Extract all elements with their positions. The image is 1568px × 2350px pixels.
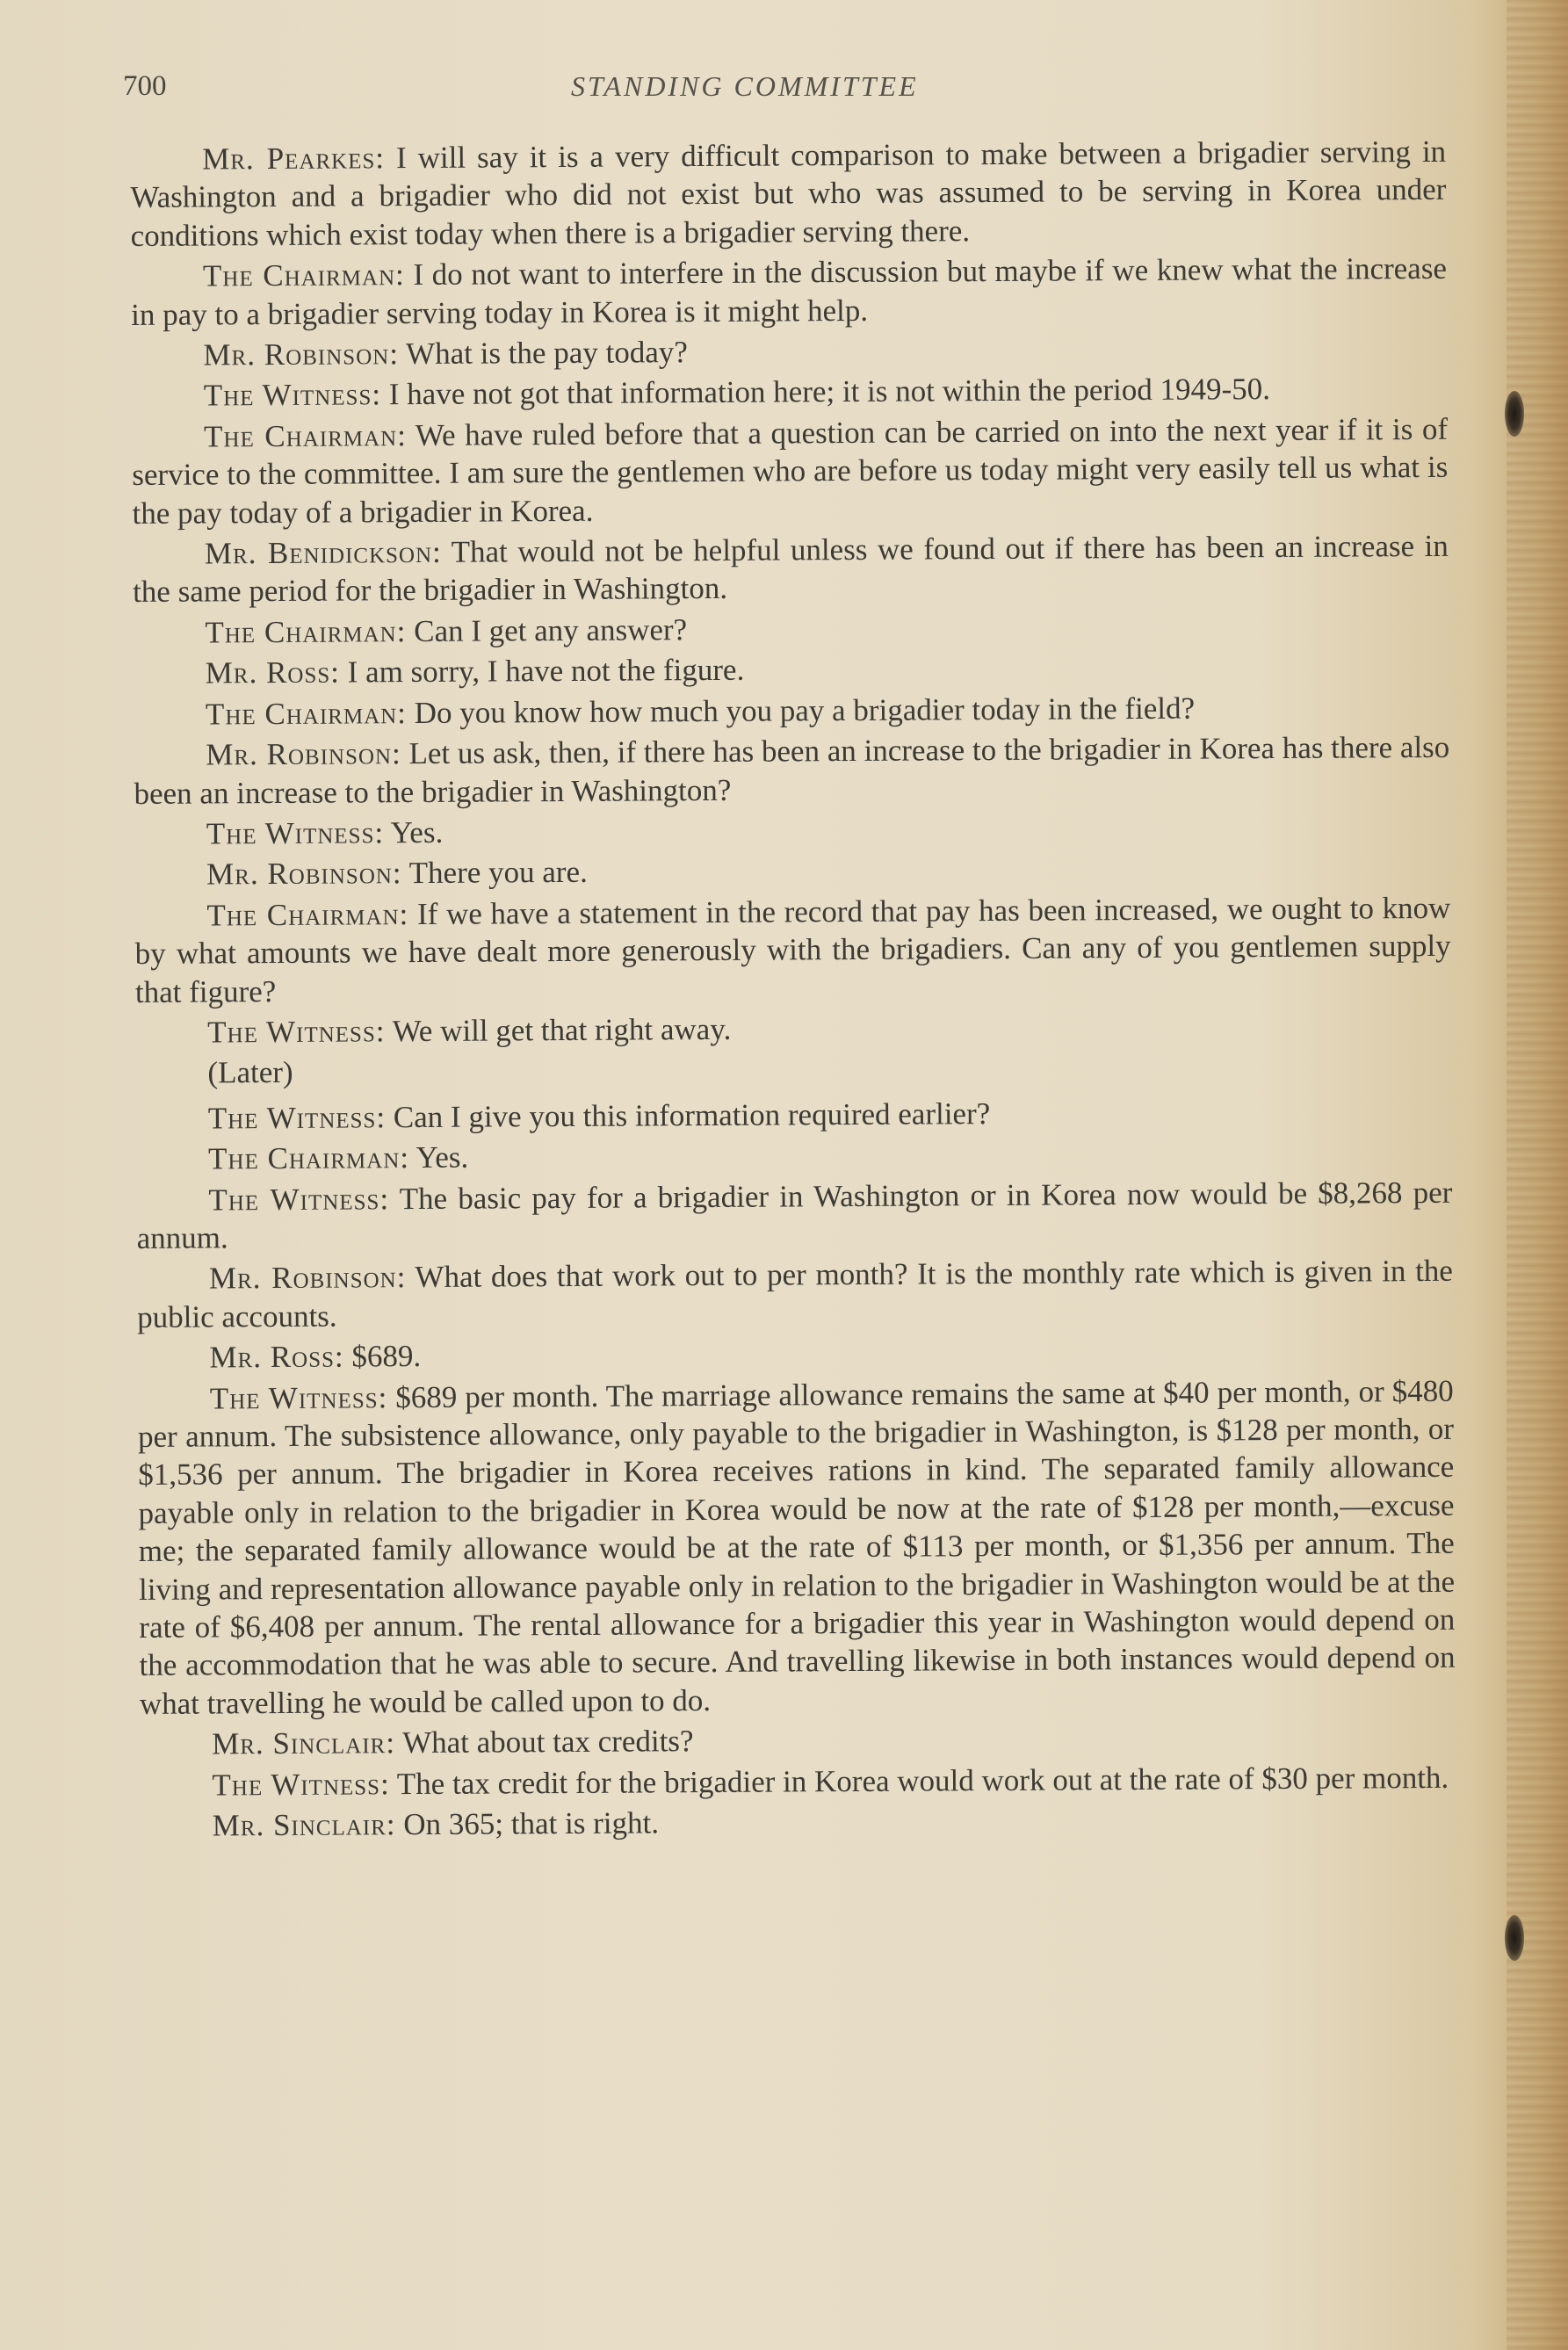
binding-hole [1505, 391, 1524, 437]
transcript-paragraph [137, 1252, 1454, 1336]
transcript-paragraph [140, 1717, 1456, 1764]
speaker-label: The Chairman: [205, 613, 407, 650]
transcript-paragraph [132, 369, 1448, 416]
speaker-label: The Witness: [206, 815, 385, 851]
speech-text: If we have a statement in the record that pay has been increased, we ought to know by what amounts we have dealt more generously with the brigadiers. Can any of you gentlemen supply that figure? [134, 890, 1451, 1009]
speaker-label: Mr. Robinson: [208, 1260, 407, 1296]
transcript-paragraph [136, 1132, 1452, 1179]
speech-text: Do you know how much you pay a brigadier today in the field? [406, 691, 1196, 730]
speaker-label: Mr. Pearkes: [202, 141, 386, 177]
speaker-label: The Chairman: [202, 257, 405, 293]
speech-text: We have ruled before that a question can be carried on into the next year if it is of service to the committee. I am sure the gentlemen who are before us today might very easily tell us what is the pay today of a brigadier in Korea. [132, 411, 1449, 531]
page-header [123, 70, 1441, 114]
speech-text: The basic pay for a brigadier in Washington or in Korea now would be $8,268 per annum. [136, 1175, 1453, 1255]
page-number: 700 [123, 70, 167, 102]
speech-text: What does that work out to per month? It is the monthly rate which is given in the public accounts. [137, 1254, 1454, 1334]
speaker-label: The Chairman: [205, 695, 408, 732]
speech-text: I am sorry, I have not the figure. [339, 653, 745, 690]
speaker-label: Mr. Sinclair: [212, 1725, 396, 1761]
transcript-paragraph [134, 848, 1450, 894]
speaker-label: The Witness: [207, 1014, 386, 1050]
speaker-label: The Witness: [207, 1099, 387, 1136]
transcript-paragraph [136, 1173, 1453, 1257]
transcript-paragraph [131, 249, 1448, 334]
speech-text: The tax credit for the brigadier in Korea would work out at the rate of $30 per month. [389, 1760, 1449, 1801]
transcript-paragraph [133, 606, 1449, 653]
transcript-paragraph [134, 889, 1451, 1011]
speech-text: $689 per month. The marriage allowance remains the same at $40 per month, or $480 per annum. The subsistence allowance, only payable to the brigadier in Washington, is $128 per month, or $1,536 per annum. The brigadier in Korea receives rations in kind. The separated family allowance payable only in relation to the brigadier in Korea would be now at the rate of $128 per month,—excuse me; the separated family allowance would be at the rate of $113 per month, or $1,356 per annum. The living and representation allowance payable only in relation to the brigadier in Washington would be at the rate of $6,408 per annum. The rental allowance for a brigadier this year in Washington would depend on the accommodation that he was able to secure. And travelling likewise in both instances would depend on what travelling he would be called upon to do. [137, 1373, 1456, 1721]
speaker-label: Mr. Benidickson: [204, 534, 442, 571]
transcript-paragraph [135, 1046, 1451, 1093]
speaker-label: Mr. Sinclair: [212, 1807, 396, 1843]
speech-text: Can I get any answer? [406, 612, 688, 648]
transcript-paragraph [133, 527, 1449, 611]
speaker-label: The Witness: [203, 377, 382, 413]
running-head: STANDING COMMITTEE [571, 70, 919, 102]
speech-text: What is the pay today? [398, 335, 688, 372]
speaker-label: Mr. Robinson: [206, 736, 401, 772]
transcript-paragraph [141, 1799, 1456, 1846]
speech-text: Can I give you this information required earlier? [385, 1095, 991, 1134]
transcript-paragraph [130, 133, 1447, 255]
speech-text: What about tax credits? [394, 1724, 694, 1761]
transcript-paragraph [132, 410, 1449, 532]
speech-text: That would not be helpful unless we found out if there has been an increase in the same period for the brigadier in Washington. [133, 528, 1449, 610]
speaker-label: Mr. Ross: [205, 654, 341, 691]
speech-text: Yes. [384, 814, 444, 850]
transcript-body [130, 133, 1456, 1848]
speaker-label: Mr. Robinson: [203, 336, 400, 372]
transcript-paragraph [138, 1371, 1456, 1723]
transcript-paragraph [134, 647, 1449, 693]
speech-text: Let us ask, then, if there has been an increase to the brigadier in Korea has there also been an increase to the brigadier in Washington? [134, 729, 1450, 811]
speech-text: $689. [343, 1339, 422, 1374]
speech-text: There you are. [401, 855, 588, 891]
speaker-label: The Witness: [212, 1766, 390, 1803]
speech-text: I do not want to interfere in the discussion but maybe if we knew what the increase in pay to a brigadier serving today in Korea is it might help. [131, 251, 1448, 332]
page-edge [1507, 0, 1568, 2350]
transcript-paragraph [134, 688, 1449, 734]
speaker-label: The Chairman: [207, 1140, 410, 1176]
speech-text: I will say it is a very difficult comparison to make between a brigadier serving in Washington and a brigadier who did not exist but who was assumed to be serving in Korea under conditions which exist today when there is a brigadier serving there. [130, 134, 1447, 253]
speech-text: (Later) [207, 1055, 293, 1090]
speech-text: On 365; that is right. [395, 1805, 660, 1842]
speaker-label: The Chairman: [206, 896, 409, 933]
speech-text: Yes. [408, 1139, 469, 1175]
speaker-label: Mr. Ross: [209, 1339, 344, 1375]
speech-text: I have not got that information here; it is not within the period 1949-50. [380, 372, 1271, 412]
transcript-paragraph [140, 1758, 1456, 1804]
transcript-paragraph [134, 728, 1450, 813]
transcript-paragraph [131, 329, 1447, 375]
binding-hole [1505, 1915, 1524, 1961]
speaker-label: Mr. Robinson: [206, 856, 402, 892]
transcript-paragraph [137, 1331, 1453, 1377]
speaker-label: The Witness: [208, 1181, 390, 1218]
speaker-label: The Chairman: [203, 417, 408, 454]
transcript-paragraph [134, 807, 1450, 854]
transcript-paragraph [136, 1092, 1452, 1139]
transcript-paragraph [135, 1006, 1451, 1052]
speech-text: We will get that right away. [385, 1011, 732, 1049]
speaker-label: The Witness: [209, 1379, 388, 1416]
